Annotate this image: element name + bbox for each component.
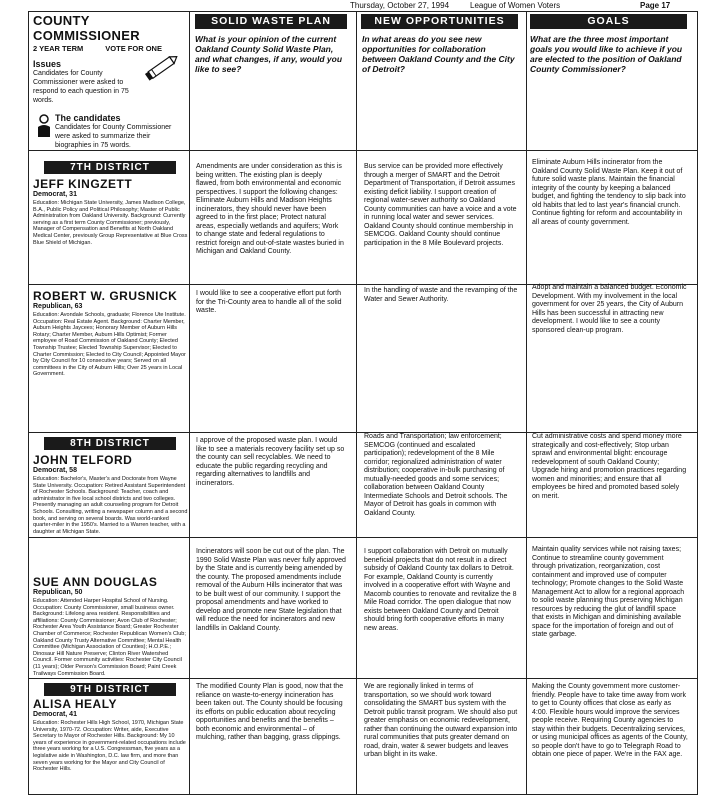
header-date: Thursday, October 27, 1994 — [350, 1, 450, 10]
answer-opp-kingzett: Bus service can be provided more effectively through a merger of SMART and the Detroit Department of Transportation, if Detroit assumes existing deficit liability. I support creation of regional water-sewer authority so Oakland County communities can have a voice and a vote in running local water and sewer services. Oakland County should continue membership in SEMCOG. Oakland County should continue participation in the 8 Mile Boulevard projects. — [364, 163, 517, 247]
district-7-banner: 7TH DISTRICT — [44, 161, 176, 174]
col-divider — [356, 12, 357, 794]
candidate-kingzett — [33, 177, 188, 246]
candidate-douglas — [33, 575, 188, 677]
col-head-solid-waste: SOLID WASTE PLAN — [195, 14, 347, 29]
candidates-text: Candidates for County Commissioner were asked to summarize their biographies in 75 words. — [55, 124, 172, 149]
office-title: COUNTY COMMISSIONER — [33, 13, 140, 43]
row-divider — [29, 678, 697, 679]
candidate-name: ROBERT W. GRUSNICK — [33, 289, 178, 303]
candidate-party: Democrat, 41 — [33, 711, 77, 718]
candidate-name: JOHN TELFORD — [33, 453, 133, 467]
district-9-banner: 9TH DISTRICT — [44, 683, 176, 696]
vote-label: VOTE FOR ONE — [105, 44, 162, 53]
col-head-goals: GOALS — [530, 14, 687, 29]
row-divider — [29, 150, 697, 151]
candidates-label: The candidates — [55, 113, 121, 123]
answer-goals-douglas: Maintain quality services while not raising taxes; Continue to streamline county government through privatization, reorganization, cost containment and improved use of computer technology; Promote changes to the Solid Waste Management Act to allow for a regional approach to solid waste planning thus preserving Michigan resources by reducing the glut of landfill space that exists in Michigan and diminishing available space for the importation of foreign and out of state garbage. — [532, 546, 685, 638]
question-goals: What are the three most important goals you would like to achieve if you are elected to the position of Oakland County Commissioner? — [530, 34, 683, 74]
person-icon — [35, 114, 53, 138]
candidate-party: Democrat, 31 — [33, 191, 77, 198]
candidate-party: Republican, 63 — [33, 303, 83, 310]
issues-label: Issues — [33, 59, 62, 69]
question-solid-waste: What is your opinion of the current Oakland County Solid Waste Plan, and what changes, if any, would you like to see? — [195, 34, 343, 74]
answer-goals-grusnick: Adopt and maintain a balanced budget. Economic Development. With my involvement in the local government for over 25 years, the City of Auburn Hills has been successful in attracting new development. I would like to see a county sponsored clean-up program. — [532, 284, 687, 334]
col-head-new-opportunities: NEW OPPORTUNITIES — [361, 14, 518, 29]
candidate-bio: Education: Attended Harper Hospital School of Nursing. Occupation: County Commissioner, small business owner. Background: Lifelong area resident. Responsibilities and affiliations: County Commissioner; Avon Club of Rochester; Rochester Area Youth Assistance Board; Greater Rochester Chamber of Commerce; Rochester Republican Women's Club; Oakland County Trusty Alternative Committee; Mental Health Committee (Michigan Association of Counties); H.O.P.E.; Dinosaur Hill Nature Preserve; Clinton River Watershed Council. Former community activities: Rochester City Council (11 years); Older Person's Commission Board; Paint Creek Trailways Commission Board. — [33, 598, 186, 677]
candidate-bio: Education: Avondale Schools, graduate; Florence Ute Institute. Occupation: Real Estate Agent. Background: Charter Member, Auburn Heights Jaycees; Honorary Member of Auburn Hills Rotary; Charter Member, Auburn Hills Optimist; Former employee of Road Commission of Oakland County; Elected Township Trustee; Elected Township Supervisor; Elected to Charter Commission; Elected to City Council; Appointed Mayor by City Council for 10 consecutive years; Served on all committees in the City of Auburn Hills; Over 25 years in Local Government. — [33, 312, 186, 378]
pencil-icon — [142, 52, 182, 82]
answer-waste-telford: I approve of the proposed waste plan. I would like to see a materials recovery facility set up so the county can sell recyclables. We need to educate the public regarding recycling and regarding alternatives to landfills and incinerators. — [196, 437, 345, 487]
question-new-opportunities: In what areas do you see new opportunities for collaboration between Oakland County and the City of Detroit? — [362, 34, 515, 74]
col-divider — [189, 12, 190, 794]
candidate-grusnick — [33, 289, 188, 378]
header-org: League of Women Voters — [470, 1, 561, 10]
term-label: 2 YEAR TERM — [33, 44, 84, 53]
answer-opp-grusnick: In the handling of waste and the revamping of the Water and Sewer Authority. — [364, 287, 518, 303]
candidate-name: ALISA HEALY — [33, 697, 117, 711]
candidate-telford — [33, 453, 188, 535]
candidate-name: JEFF KINGZETT — [33, 177, 133, 191]
candidate-name: SUE ANN DOUGLAS — [33, 575, 158, 589]
answer-waste-healy: The modified County Plan is good, now that the reliance on waste-to-energy incineration has been taken out. The County should be focusing its efforts on public education about recycling opportunities and benefits and the benefits – both economic and environmental – of mulching, rather than bagging, grass clippings. — [196, 683, 344, 741]
candidate-party: Democrat, 58 — [33, 467, 77, 474]
candidate-healy — [33, 697, 188, 773]
candidate-bio: Education: Michigan State University, James Madison College, B.A., Public Policy and Political Philosophy; Master of Public Administration from Oakland University. Background: Currently serving as a first term County Commissioner; previously, Manager of Compensation and Benefits at North Oakland Medical Center, previously Group Representative at Blue Cross Blue Shield of Michigan. — [33, 200, 188, 246]
header-page: Page 17 — [640, 1, 671, 10]
answer-opp-douglas: I support collaboration with Detroit on mutually beneficial projects that do not result in a direct subsidy of Oakland County tax dollars to Detroit. For example, Oakland County is currently involved in a cooperative effort with Wayne and Macomb counties to renovate and revitalize the 8 Mile Road corridor. The open dialogue that now exists between Oakland County and Detroit should bring forth cooperative efforts in many new areas. — [364, 548, 517, 632]
candidate-bio: Education: Bachelor's, Master's and Doctorate from Wayne State University. Occupation: Retired Assistant Superintendent of Rochester Schools. Background: Teacher, coach and administrator in five local school districts and two colleges. Presently managing an adult counseling program for Detroit Schools. Consulting, writing a newspaper column and a second book, and serving on several boards. Was world-ranked quarter-miler in the 1950's. Married to a Warren teacher, with a daughter at Michigan State. — [33, 476, 188, 535]
answer-waste-douglas: Incinerators will soon be cut out of the plan. The 1990 Solid Waste Plan was never fully approved by the State and is currently being amended by the county. The proposed amendments include removal of the Auburn Hills incinerator that was to be built west of our community. I support the proposal amendments and have worked to develop and promote new State legislation that will reduce the need for incinerators and new landfills in Oakland County. — [196, 548, 346, 632]
district-8-banner: 8TH DISTRICT — [44, 437, 176, 450]
candidate-party: Republican, 50 — [33, 589, 83, 596]
answer-opp-telford: Roads and Transportation; law enforcement; SEMCOG (continued and escalated participation); redevelopment of the 8 Mile corridor; regionalized administration of water distribution; cooperative in-bulk purchasing of mutually-needed goods and some services; collaboration between Oakland County Intermediate Schools and Detroit schools. The Mayor of Detroit has goals in common with Oakland County. — [364, 433, 508, 517]
answer-opp-healy: We are regionally linked in terms of transportation, so we should work toward consolidating the SMART bus system with the Detroit public transit program. We should also put greater emphasis on economic redevelopment, rather than continuing the outward expansion into rural communities that puts greater demand on road, drain, water & sewer budgets and leaves urban blight in its wake. — [364, 683, 518, 758]
answer-waste-grusnick: I would like to see a cooperative effort put forth for the Tri-County area to handle all of the solid waste. — [196, 290, 342, 314]
col-divider — [526, 12, 527, 794]
answer-goals-telford: Cut administrative costs and spend money more strategically and cost-effectively; Stop urban sprawl and environmental blight: encourage redevelopment of south Oakland County; Upgrade hiring and promotion practices regarding women and minorities; and ensure that all employees be hired and promoted based solely on merit. — [532, 433, 687, 500]
answer-waste-kingzett: Amendments are under consideration as this is being written. The existing plan is deeply flawed, from both environmental and economic perspectives. I support the following changes: Eliminate Auburn Hills and Madison Heights incinerators, they should never have been agreed to in the first place; Protect natural areas, especially wetlands and aquifers; Work to change state and federal regulations to restrict foreign and out-of-state wastes buried in Michigan and Oakland County. — [196, 163, 344, 255]
issues-text: Candidates for County Commissioner were asked to respond to each question in 75 words. — [33, 70, 129, 104]
answer-goals-kingzett: Eliminate Auburn Hills incinerator from the Oakland County Solid Waste Plan. Keep it out of future solid waste plans. Maintain the financial integrity of the county by keeping a balanced budget, and fighting the tendency to slip back into old habits that led to last year's financial crunch. Continue fighting for reform and accountability in all areas of county government. — [532, 159, 686, 226]
candidate-bio: Education: Rochester Hills High School, 1970, Michigan State University, 1970-72. Occupation: Writer, aide, Executive Secretary to Mayor of Rochester Hills. Background: My 10 years of experience in government-related occupations include three years working for a U.S. Congressman, five years as a legislative aide in Washington, D.C. law firm, and more than seven years working for the Mayor and City Council of Rochester Hills. — [33, 720, 186, 773]
answer-goals-healy: Making the County government more customer-friendly. People have to take time away from work to get to County offices that close as early as 4:00. Flexible hours would improve the services people receive. Requiring County agencies to stay within their budgets. Decentralizing services, or using municipal offices as agents of the County, so people don't have to go to Telegraph Road to obtain one piece of paper. We're in the FAX age. — [532, 683, 688, 758]
row-divider — [29, 537, 697, 538]
